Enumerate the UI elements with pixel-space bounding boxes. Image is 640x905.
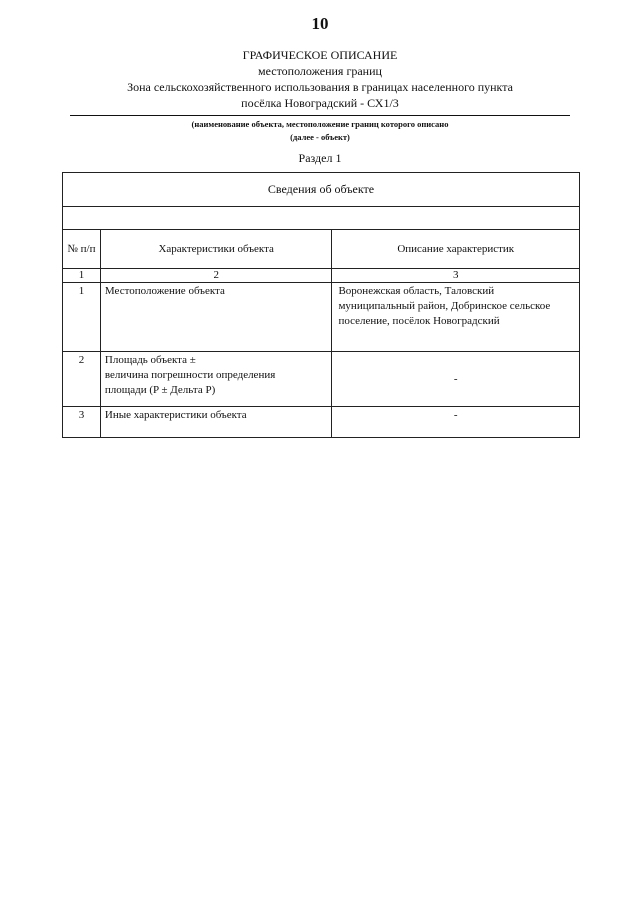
- area-label-line-2: величина погрешности определения: [104, 369, 276, 381]
- page-number: 10: [311, 14, 329, 33]
- area-label-line-1: Площадь объекта ±: [104, 354, 196, 366]
- area-label-line-3: площади (P ± Дельта P): [104, 384, 216, 396]
- row-characteristic: Местоположение объекта: [100, 283, 332, 352]
- document-subtitle: местоположения границ: [258, 64, 382, 78]
- note-line-2: (далее - объект): [290, 132, 350, 142]
- column-number-1: 1: [63, 269, 101, 283]
- document-header: [95, 47, 545, 111]
- header-description: Описание характеристик: [332, 230, 580, 269]
- column-number-3: 3: [332, 269, 580, 283]
- section-title: Раздел 1: [298, 151, 342, 165]
- object-info-table: [62, 172, 580, 438]
- object-name-note: [70, 118, 570, 144]
- table-blank-row: [63, 207, 580, 230]
- table-row: [63, 283, 580, 352]
- object-name-line-2: посёлка Новоградский - СХ1/3: [241, 96, 399, 110]
- row-description: [332, 283, 580, 352]
- row-num: 2: [63, 352, 101, 407]
- row-characteristic: [100, 352, 332, 407]
- header-num: № п/п: [63, 230, 101, 269]
- document-title: ГРАФИЧЕСКОЕ ОПИСАНИЕ: [242, 48, 398, 62]
- header-characteristic: Характеристики объекта: [100, 230, 332, 269]
- column-numbers-row: [63, 269, 580, 283]
- location-description: Воронежская область, Таловский муниципальный район, Добринское сельское поселение, посёлок Новоградский: [338, 285, 551, 327]
- table-caption: Сведения об объекте: [63, 173, 580, 207]
- object-name-line-1: Зона сельскохозяйственного использования в границах населенного пункта: [127, 80, 513, 94]
- row-num: 3: [63, 407, 101, 438]
- table-row: [63, 352, 580, 407]
- row-description: -: [332, 352, 580, 407]
- row-description: -: [332, 407, 580, 438]
- table-header-row: [63, 230, 580, 269]
- note-line-1: (наименование объекта, местоположение границ которого описано: [191, 119, 449, 129]
- table-row: [63, 407, 580, 438]
- title-underline: [70, 115, 570, 116]
- row-num: 1: [63, 283, 101, 352]
- column-number-2: 2: [100, 269, 332, 283]
- row-characteristic: Иные характеристики объекта: [100, 407, 332, 438]
